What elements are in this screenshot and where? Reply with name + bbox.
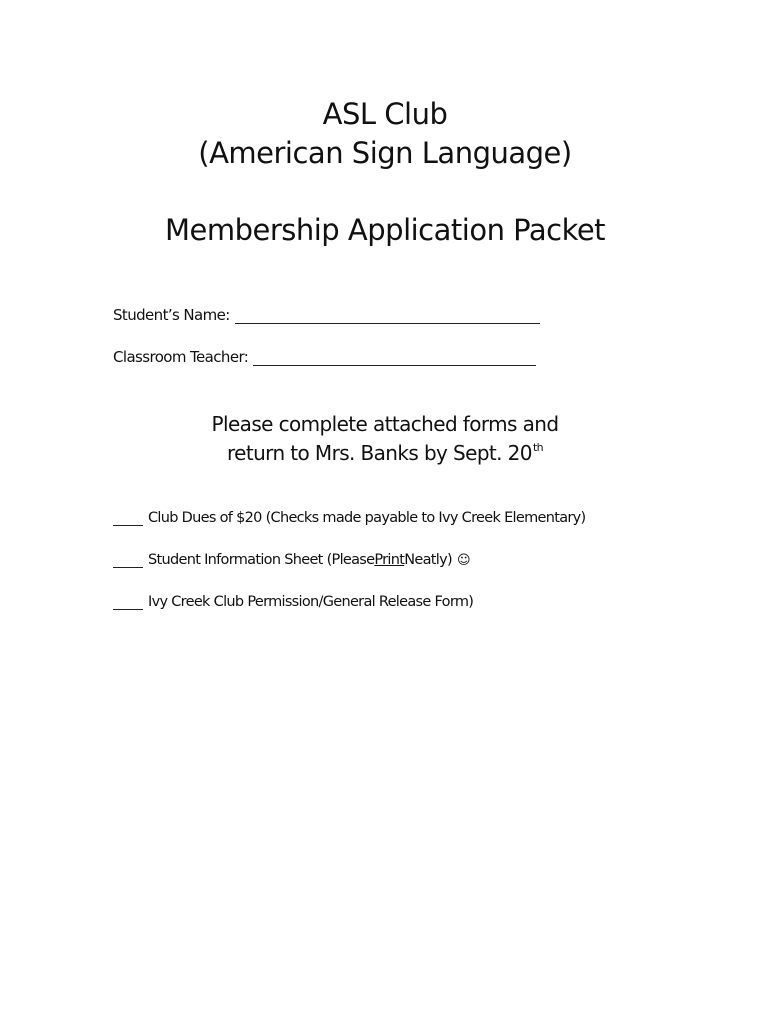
document-title: ASL Club (322, 97, 448, 131)
student-name-label: Student’s Name: (113, 306, 230, 324)
checklist-text-student-info-after: Neatly) (404, 552, 452, 568)
checklist-item-student-info (113, 552, 470, 568)
packet-title: Membership Application Packet (164, 213, 606, 247)
instruction-line-2 (0, 441, 770, 465)
instruction-line-2-text: return to Mrs. Banks by Sept. 20 (226, 441, 532, 465)
checklist-item-club-dues (113, 510, 586, 526)
classroom-teacher-label: Classroom Teacher: (113, 348, 249, 366)
checklist-item-permission-form (113, 594, 473, 610)
checklist-blank-club-dues[interactable] (113, 511, 143, 526)
checklist-blank-student-info[interactable] (113, 553, 143, 568)
checklist-text-print-underlined: Print (374, 552, 405, 568)
ordinal-suffix: th (532, 441, 544, 454)
checklist-text-club-dues: Club Dues of $20 (Checks made payable to Ivy Creek Elementary) (148, 510, 586, 526)
checklist-blank-permission-form[interactable] (113, 595, 143, 610)
document-subtitle: (American Sign Language) (198, 136, 572, 170)
classroom-teacher-field (113, 348, 536, 366)
checklist-text-student-info-before: Student Information Sheet (Please (148, 552, 375, 568)
instruction-line-1: Please complete attached forms and (211, 412, 559, 436)
student-name-field (113, 306, 540, 324)
student-name-input[interactable] (235, 307, 540, 324)
checklist-text-permission-form: Ivy Creek Club Permission/General Release Form) (148, 594, 474, 610)
classroom-teacher-input[interactable] (253, 349, 536, 366)
smiley-face-icon: ☺ (456, 553, 470, 568)
